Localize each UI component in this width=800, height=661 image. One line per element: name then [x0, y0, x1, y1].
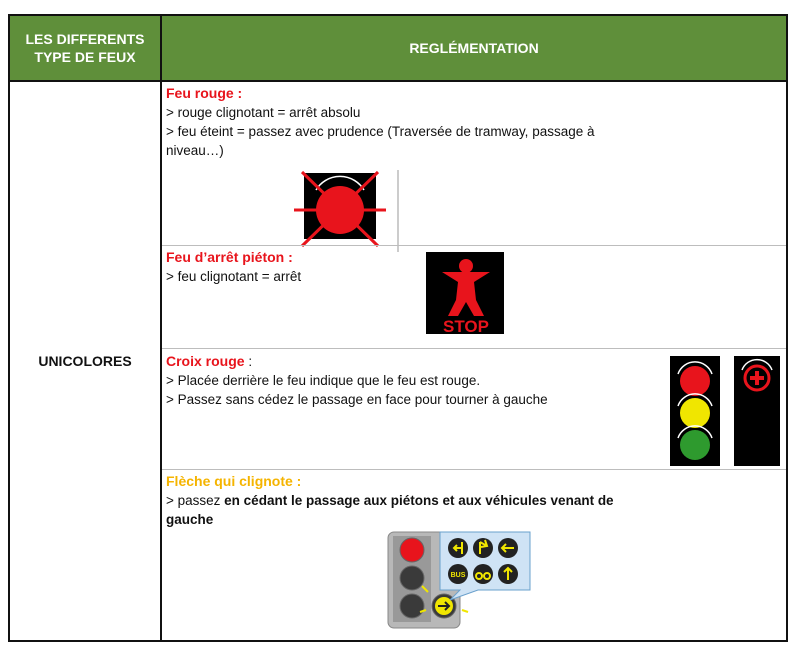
rule-line: > Passez sans cédez le passage en face pour tourner à gauche — [166, 392, 548, 407]
stop-sign-text: STOP — [443, 317, 489, 336]
section-separator — [162, 348, 786, 349]
section-feu-rouge — [162, 84, 786, 160]
rule-line: > Placée derrière le feu indique que le feu est rouge. — [166, 373, 481, 388]
section-separator — [162, 469, 786, 470]
regulation-table — [8, 14, 788, 642]
header-type-line1: LES DIFFERENTS — [25, 31, 145, 47]
header-type-column — [10, 16, 160, 80]
red-cross-signal-icon — [734, 356, 784, 468]
section-fleche-clignotante — [162, 472, 786, 529]
rule-prefix: > passez — [166, 493, 225, 508]
section-title-suffix: : — [244, 354, 253, 369]
section-title: Croix rouge — [166, 353, 245, 369]
section-title: Flèche qui clignote : — [166, 473, 302, 489]
section-title: Feu rouge : — [166, 85, 243, 101]
rule-bold: en cédant le passage aux piétons et aux véhicules venant de — [224, 493, 614, 508]
flashing-arrow-signal-icon — [388, 528, 538, 634]
row-label-unicolores: UNICOLORES — [38, 353, 132, 369]
section-title: Feu d’arrêt piéton : — [166, 249, 293, 265]
rule-line: > rouge clignotant = arrêt absolu — [166, 105, 361, 120]
pedestrian-stop-icon — [426, 252, 506, 336]
header-type-line2: TYPE DE FEUX — [34, 49, 136, 65]
rule-line: > feu clignotant = arrêt — [166, 269, 302, 284]
flashing-red-light-icon — [284, 170, 404, 250]
rule-line: > feu éteint = passez avec prudence (Traversée de tramway, passage à — [166, 124, 595, 139]
rule-line: niveau…) — [166, 143, 224, 158]
rule-line — [162, 510, 786, 529]
section-separator — [162, 245, 786, 246]
header-regulation-column: REGLÉMENTATION — [162, 16, 786, 80]
rule-line — [162, 491, 786, 510]
rule-bold-continued: gauche — [166, 512, 214, 527]
bus-label: BUS — [450, 572, 466, 579]
